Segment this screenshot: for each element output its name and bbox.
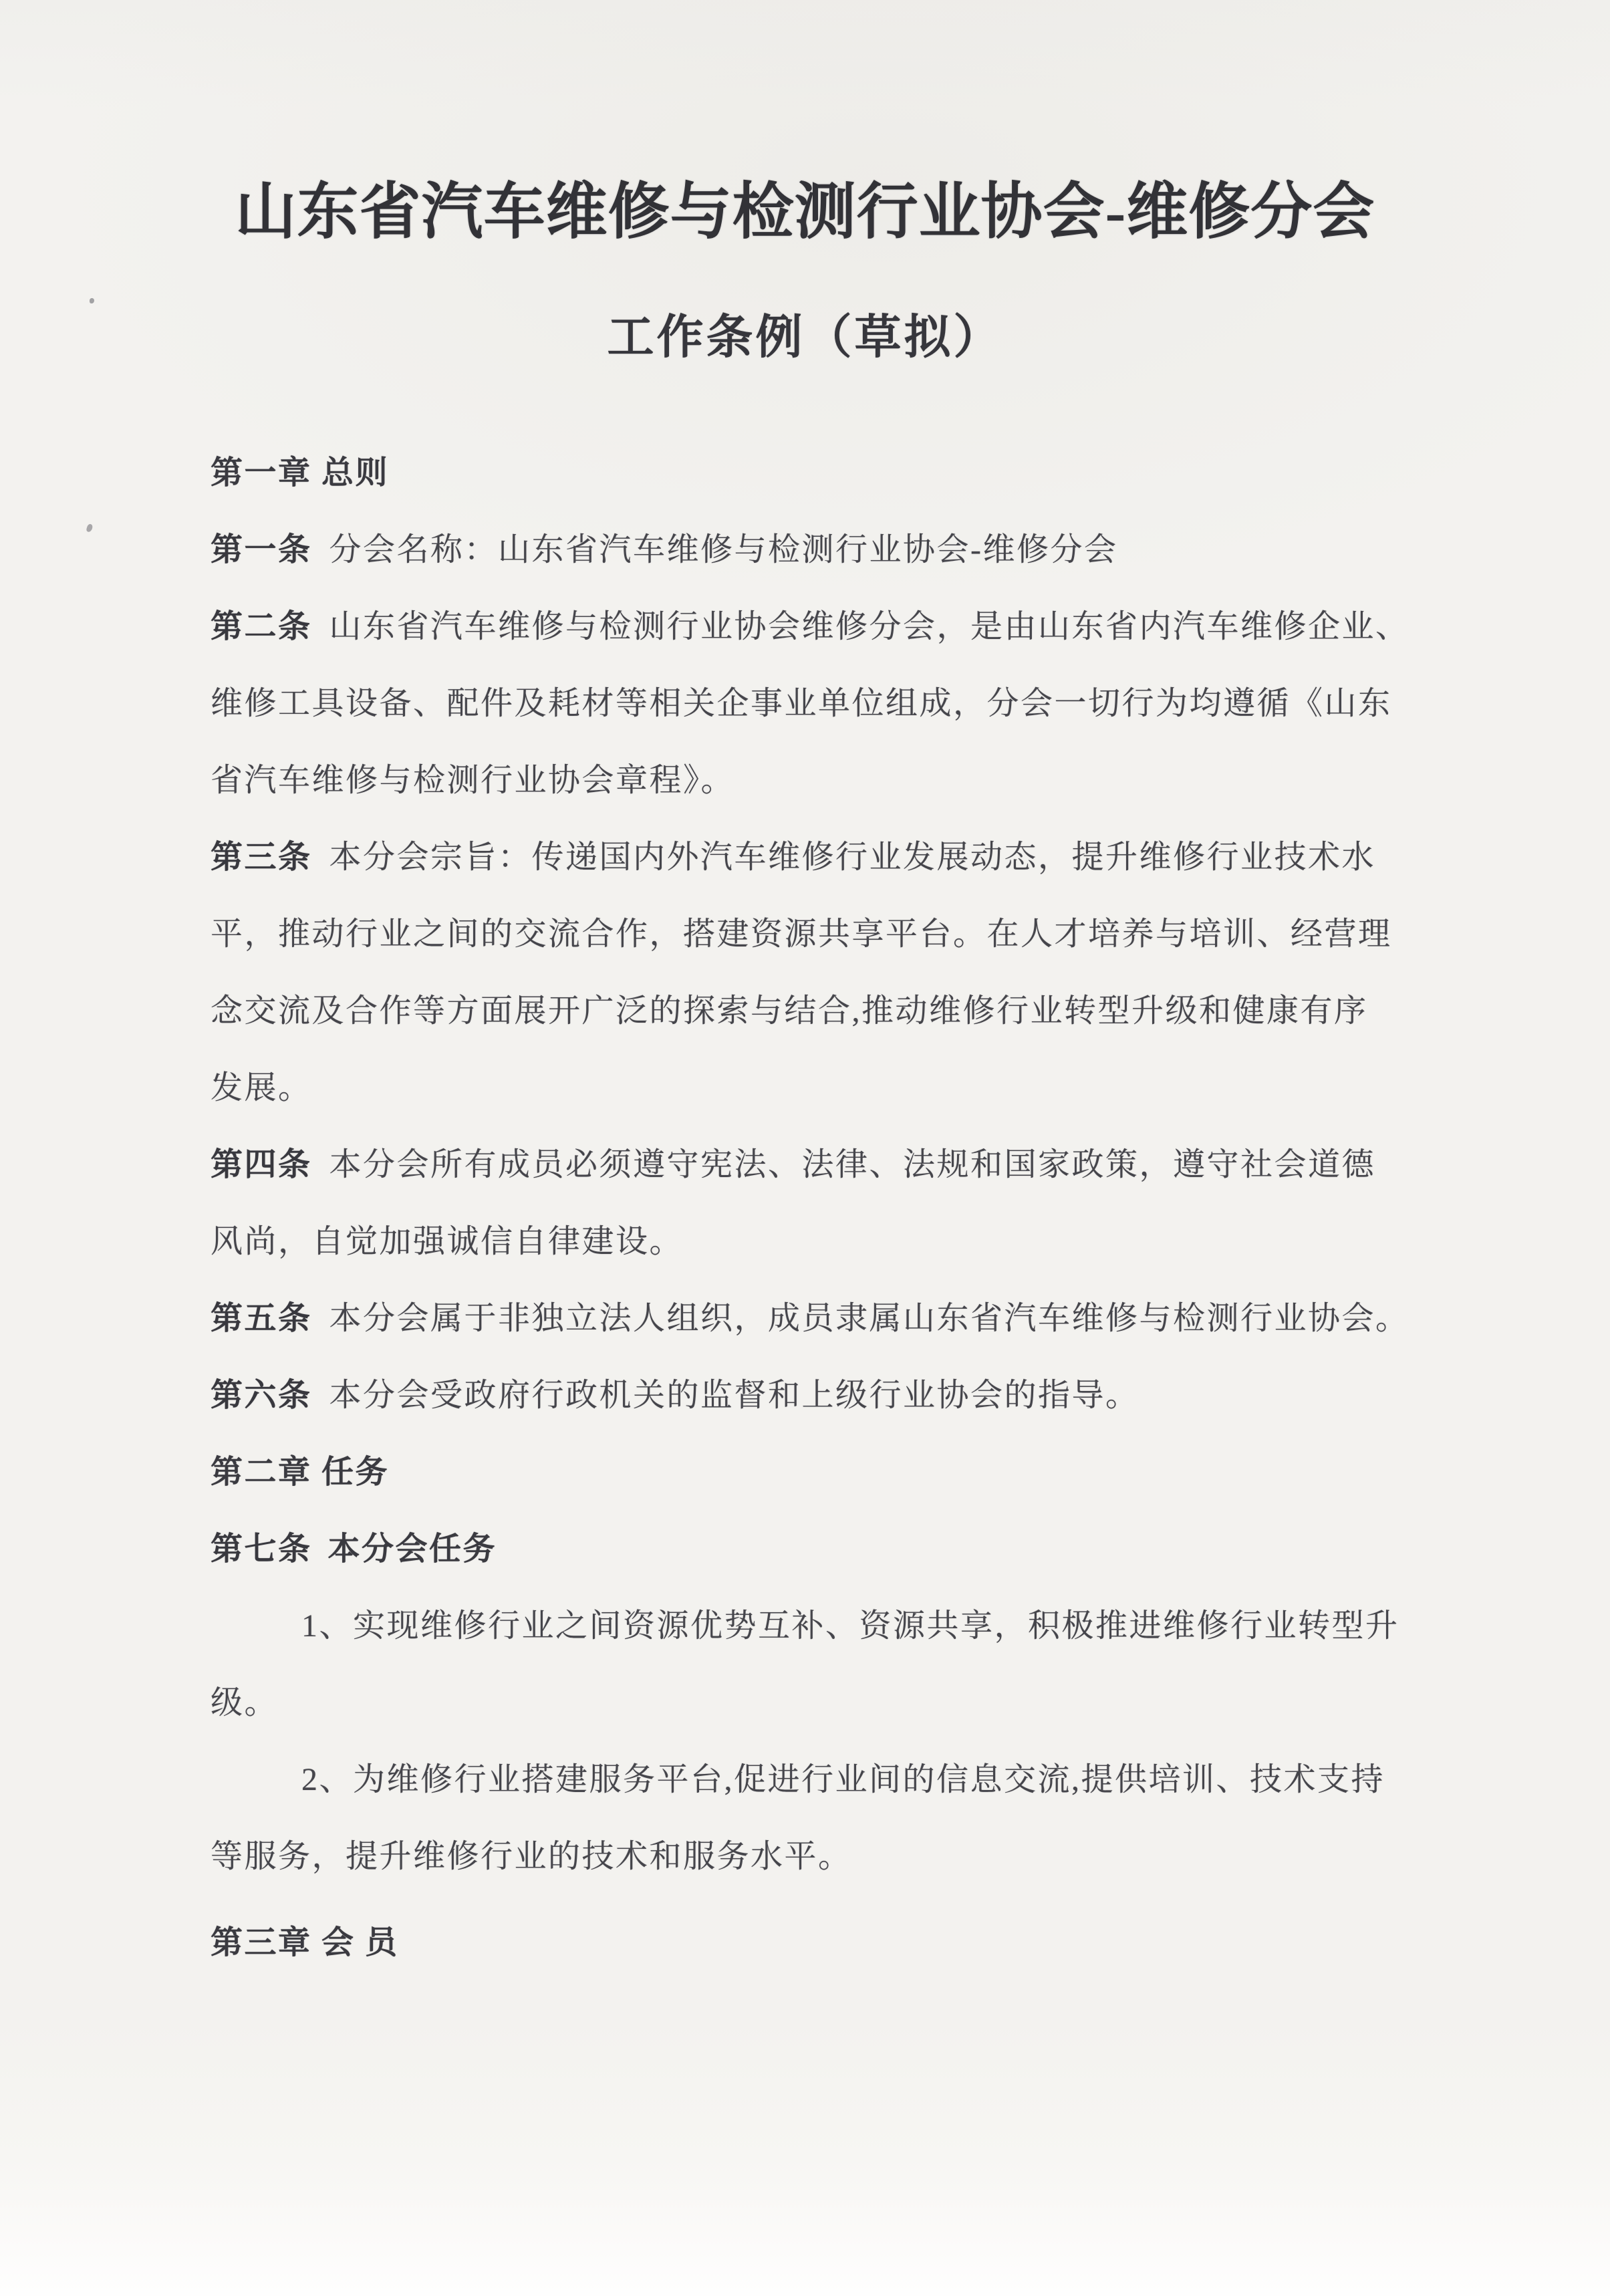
article-number: 第三条 [211,840,312,875]
document-body [211,434,1454,1981]
line-text: 第一章 总则 [211,455,390,491]
article-number: 第二条 [211,609,312,644]
document-subtitle: 工作条例（草拟） [607,312,1003,364]
article-7-heading [211,1511,1454,1587]
article-number: 第七条 [211,1531,312,1567]
line-text: 本分会受政府行政机关的监督和上级行业协会的指导。 [329,1378,1139,1413]
line-text: 平，推动行业之间的交流合作，搭建资源共享平台。在人才培养与培训、经营理 [211,916,1392,952]
line-text: 本分会任务 [327,1531,497,1567]
line-text: 山东省汽车维修与检测行业协会维修分会，是由山东省内汽车维修企业、 [329,609,1410,644]
line-text: 本分会属于非独立法人组织，成员隶属山东省汽车维修与检测行业协会。 [329,1301,1410,1336]
article-3-line-3 [211,973,1454,1049]
article-1-line-1 [211,511,1454,588]
chapter-2-heading [211,1434,1454,1511]
line-text: 等服务，提升维修行业的技术和服务水平。 [211,1839,852,1874]
task-item-1-line-2 [211,1664,1454,1741]
task-item-2-line-2 [211,1818,1454,1895]
line-text: 风尚，自觉加强诚信自律建设。 [211,1224,684,1259]
article-number: 第五条 [211,1301,312,1336]
article-2-line-1 [211,588,1454,665]
article-3-line-2 [211,896,1454,973]
chapter-3-heading [211,1904,1454,1981]
article-6-line-1 [211,1357,1454,1434]
article-2-line-3 [211,742,1454,819]
line-text: 维修工具设备、配件及耗材等相关企事业单位组成，分会一切行为均遵循《山东 [211,686,1392,721]
article-2-line-2 [211,665,1454,742]
line-text: 2、为维修行业搭建服务平台,促进行业间的信息交流,提供培训、技术支持 [301,1762,1385,1797]
line-text: 本分会所有成员必须遵守宪法、法律、法规和国家政策，遵守社会道德 [329,1147,1376,1182]
article-3-line-4 [211,1049,1454,1126]
line-text: 念交流及合作等方面展开广泛的探索与结合,推动维修行业转型升级和健康有序 [211,993,1368,1029]
task-item-1-line-1 [211,1587,1454,1664]
line-text: 1、实现维修行业之间资源优势互补、资源共享，积极推进维修行业转型升 [301,1608,1399,1644]
line-text: 第二章 任务 [211,1454,390,1490]
document-title: 山东省汽车维修与检测行业协会-维修分会 [235,178,1375,246]
line-text: 发展。 [211,1070,312,1106]
article-5-line-1 [211,1280,1454,1357]
line-text: 第三章 会 员 [211,1925,399,1960]
article-4-line-2 [211,1203,1454,1280]
line-text: 分会名称：山东省汽车维修与检测行业协会-维修分会 [329,532,1118,567]
line-text: 级。 [211,1685,279,1720]
article-3-line-1 [211,819,1454,896]
article-number: 第四条 [211,1147,312,1182]
task-item-2-line-1 [211,1741,1454,1818]
scan-speck [90,298,94,303]
article-4-line-1 [211,1126,1454,1203]
scan-speck [86,523,93,533]
chapter-1-heading [211,434,1454,511]
article-number: 第一条 [211,532,312,567]
article-number: 第六条 [211,1378,312,1413]
line-text: 本分会宗旨：传递国内外汽车维修行业发展动态，提升维修行业技术水 [329,840,1376,875]
line-text: 省汽车维修与检测行业协会章程》。 [211,763,735,798]
